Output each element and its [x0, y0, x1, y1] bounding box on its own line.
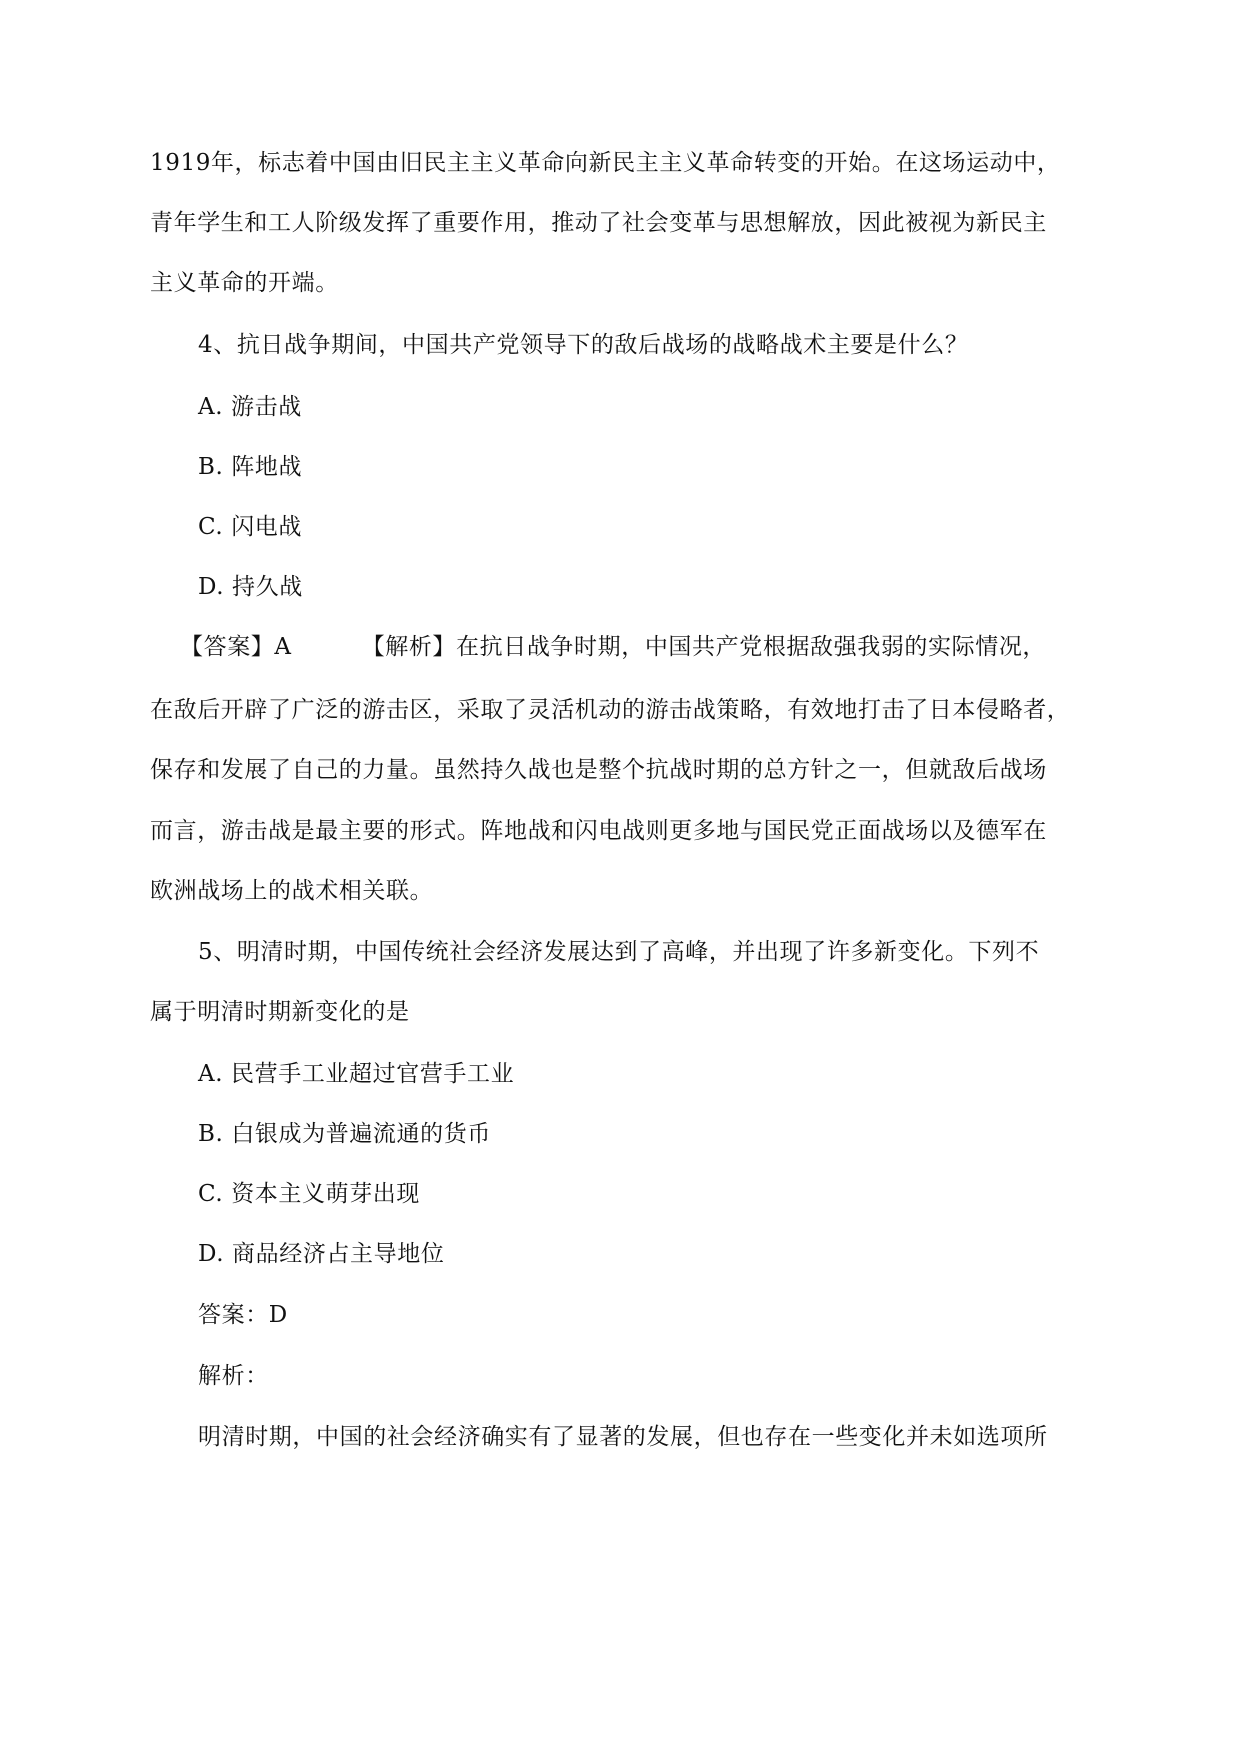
- q5-option-d: D. 商品经济占主导地位: [198, 1241, 445, 1267]
- q4-analysis-line: 在敌后开辟了广泛的游击区，采取了灵活机动的游击战策略，有效地打击了日本侵略者，: [150, 697, 1071, 723]
- paragraph-line: 青年学生和工人阶级发挥了重要作用，推动了社会变革与思想解放，因此被视为新民主: [150, 210, 1047, 236]
- q4-analysis-line: 保存和发展了自己的力量。虽然持久战也是整个抗战时期的总方针之一，但就敌后战场: [150, 757, 1047, 783]
- q4-analysis-line: 欧洲战场上的战术相关联。: [150, 878, 434, 904]
- q4-option-c: C. 闪电战: [198, 514, 303, 540]
- q5-option-a: A. 民营手工业超过官营手工业: [198, 1061, 515, 1087]
- question-4: 4、抗日战争期间，中国共产党领导下的敌后战场的战略战术主要是什么？: [198, 332, 969, 358]
- question-5-cont: 属于明清时期新变化的是: [150, 999, 410, 1025]
- q4-answer-line: [180, 627, 1140, 667]
- paragraph-line: 主义革命的开端。: [150, 270, 339, 296]
- q4-answer: 【答案】A: [180, 634, 292, 660]
- q5-answer: 答案：D: [198, 1302, 288, 1328]
- q4-analysis-line: 而言，游击战是最主要的形式。阵地战和闪电战则更多地与国民党正面战场以及德军在: [150, 818, 1047, 844]
- q5-option-c: C. 资本主义萌芽出现: [198, 1181, 421, 1207]
- q4-option-d: D. 持久战: [198, 574, 303, 600]
- q5-analysis-text: 明清时期，中国的社会经济确实有了显著的发展，但也存在一些变化并未如选项所: [198, 1424, 1048, 1450]
- q4-analysis-first: 【解析】在抗日战争时期，中国共产党根据敌强我弱的实际情况，: [361, 634, 1047, 660]
- q5-option-b: B. 白银成为普遍流通的货币: [198, 1121, 491, 1147]
- q5-analysis-label: 解析：: [198, 1363, 269, 1389]
- question-5: 5、明清时期，中国传统社会经济发展达到了高峰，并出现了许多新变化。下列不: [198, 939, 1040, 965]
- paragraph-line: 1919年，标志着中国由旧民主主义革命向新民主主义革命转变的开始。在这场运动中，: [150, 150, 1061, 176]
- q4-option-a: A. 游击战: [198, 394, 302, 420]
- q4-option-b: B. 阵地战: [198, 454, 303, 480]
